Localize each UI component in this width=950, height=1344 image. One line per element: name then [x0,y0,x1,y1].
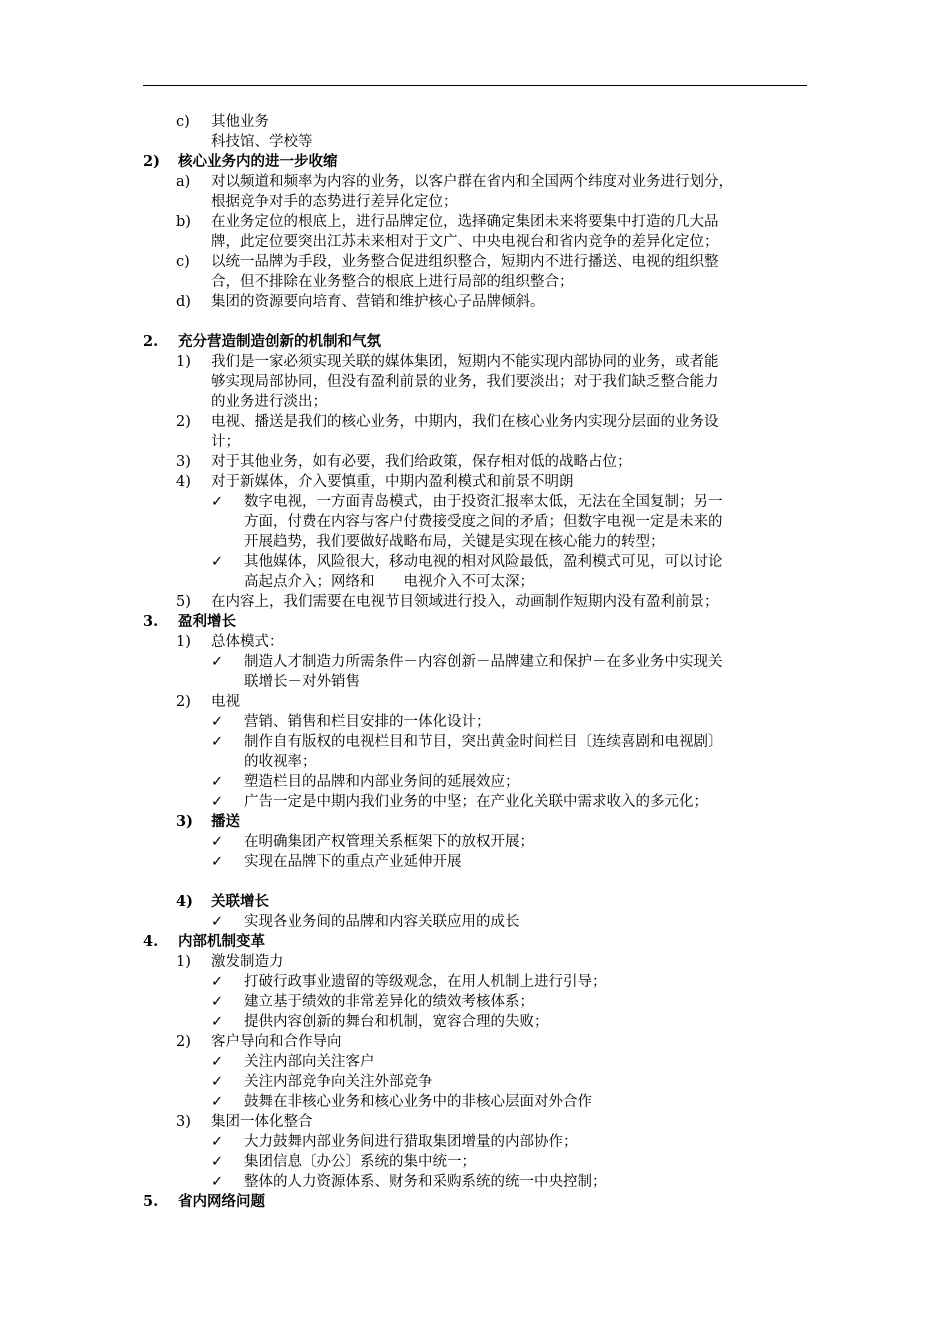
text-line: 广告一定是中期内我们业务的中坚；在产业化关联中需求收入的多元化； [244,794,708,810]
list-marker: a) [176,174,191,190]
list-marker: 3) [176,1114,191,1130]
list-marker: 4. [143,933,159,950]
header-rule [143,85,807,86]
section-heading: 充分营造制造创新的机制和气氛 [178,333,381,350]
text-line: 牌，此定位要突出江苏未来相对于文广、中央电视台和省内竞争的差异化定位； [211,234,719,250]
checkmark-icon: ✓ [211,734,224,750]
text-line: 大力鼓舞内部业务间进行猎取集团增量的内部协作； [244,1134,578,1150]
list-marker: 1) [176,634,191,650]
text-line: 集团的资源要向培育、营销和维护核心子品牌倾斜。 [211,294,545,310]
checkmark-icon: ✓ [211,834,224,850]
checkmark-icon: ✓ [211,774,224,790]
list-marker: 4) [176,893,193,910]
text-line: 计； [211,434,240,450]
list-marker: 2) [176,414,191,430]
checkmark-icon: ✓ [211,974,224,990]
text-line: 鼓舞在非核心业务和核心业务中的非核心层面对外合作 [244,1094,592,1110]
checkmark-icon: ✓ [211,1174,224,1190]
text-line: 总体模式： [211,634,284,650]
text-line: 对于新媒体，介入要慎重，中期内盈利模式和前景不明朗 [211,474,574,490]
text-line: 塑造栏目的品牌和内部业务间的延展效应； [244,774,520,790]
text-line: 激发制造力 [211,954,284,970]
checkmark-icon: ✓ [211,1054,224,1070]
text-line: 打破行政事业遗留的等级观念，在用人机制上进行引导； [244,974,607,990]
list-marker: 3. [143,613,159,630]
text-line: 我们是一家必须实现关联的媒体集团，短期内不能实现内部协同的业务，或者能 [211,354,719,370]
text-line: 其他媒体，风险很大，移动电视的相对风险最低，盈利模式可见，可以讨论 [244,554,723,570]
checkmark-icon: ✓ [211,494,224,510]
checkmark-icon: ✓ [211,1094,224,1110]
text-line: 整体的人力资源体系、财务和采购系统的统一中央控制； [244,1174,607,1190]
list-marker: 2) [176,1034,191,1050]
checkmark-icon: ✓ [211,714,224,730]
checkmark-icon: ✓ [211,1134,224,1150]
text-line: 在内容上，我们需要在电视节目领域进行投入，动画制作短期内没有盈利前景； [211,594,719,610]
text-line: 关注内部向关注客户 [244,1054,375,1070]
list-marker: 1) [176,954,191,970]
text-line: 客户导向和合作导向 [211,1034,342,1050]
text-line: 制作自有版权的电视栏目和节目，突出黄金时间栏目〔连续喜剧和电视剧〕 [244,734,723,750]
text-line: 电视 [211,694,240,710]
list-marker: d) [176,294,191,310]
text-line: 集团信息〔办公〕系统的集中统一； [244,1154,476,1170]
list-marker: 2) [176,694,191,710]
text-line: 根据竞争对手的态势进行差异化定位； [211,194,458,210]
text-line: 在明确集团产权管理关系框架下的放权开展； [244,834,534,850]
section-heading: 播送 [211,813,240,830]
list-marker: 5) [176,594,191,610]
text-line: 科技馆、学校等 [211,134,313,150]
text-line: 方面，付费在内容与客户付费接受度之间的矛盾；但数字电视一定是未来的 [244,514,723,530]
checkmark-icon: ✓ [211,1154,224,1170]
text-line: 实现在品牌下的重点产业延伸开展 [244,854,462,870]
list-marker: 5. [143,1193,159,1210]
list-marker: 2) [143,153,160,170]
checkmark-icon: ✓ [211,994,224,1010]
text-line: 以统一品牌为手段，业务整合促进组织整合，短期内不进行播送、电视的组织整 [211,254,719,270]
list-marker: c) [176,254,190,270]
section-heading: 盈利增长 [178,613,236,630]
list-marker: 4) [176,474,191,490]
text-line: 电视、播送是我们的核心业务，中期内，我们在核心业务内实现分层面的业务设 [211,414,719,430]
checkmark-icon: ✓ [211,654,224,670]
section-heading: 核心业务内的进一步收缩 [178,153,338,170]
checkmark-icon: ✓ [211,854,224,870]
text-line: 建立基于绩效的非常差异化的绩效考核体系； [244,994,534,1010]
text-line: 的收视率； [244,754,317,770]
text-line: 够实现局部协同，但没有盈利前景的业务，我们要淡出；对于我们缺乏整合能力 [211,374,719,390]
section-heading: 关联增长 [211,893,269,910]
checkmark-icon: ✓ [211,794,224,810]
text-line: 对于其他业务，如有必要，我们给政策，保存相对低的战略占位； [211,454,632,470]
text-line: 集团一体化整合 [211,1114,313,1130]
text-line: 制造人才制造力所需条件－内容创新－品牌建立和保护－在多业务中实现关 [244,654,723,670]
list-marker: c) [176,114,190,130]
text-line: 高起点介入；网络和 电视介入不可太深； [244,574,534,590]
text-line: 合，但不排除在业务整合的根底上进行局部的组织整合； [211,274,574,290]
text-line: 数字电视，一方面青岛模式，由于投资汇报率太低，无法在全国复制；另一 [244,494,723,510]
text-line: 的业务进行淡出； [211,394,327,410]
checkmark-icon: ✓ [211,554,224,570]
text-line: 其他业务 [211,114,269,130]
text-line: 在业务定位的根底上，进行品牌定位，选择确定集团未来将要集中打造的几大品 [211,214,719,230]
checkmark-icon: ✓ [211,914,224,930]
text-line: 提供内容创新的舞台和机制，宽容合理的失败； [244,1014,549,1030]
list-marker: 3) [176,454,191,470]
list-marker: b) [176,214,191,230]
text-line: 对以频道和频率为内容的业务，以客户群在省内和全国两个纬度对业务进行划分， [211,174,733,190]
list-marker: 3) [176,813,193,830]
text-line: 关注内部竞争向关注外部竞争 [244,1074,433,1090]
list-marker: 2. [143,333,159,350]
checkmark-icon: ✓ [211,1014,224,1030]
checkmark-icon: ✓ [211,1074,224,1090]
list-marker: 1) [176,354,191,370]
text-line: 实现各业务间的品牌和内容关联应用的成长 [244,914,520,930]
section-heading: 内部机制变革 [178,933,265,950]
text-line: 联增长－对外销售 [244,674,360,690]
text-line: 开展趋势，我们要做好战略布局，关键是实现在核心能力的转型； [244,534,665,550]
text-line: 营销、销售和栏目安排的一体化设计； [244,714,491,730]
section-heading: 省内网络问题 [178,1193,265,1210]
